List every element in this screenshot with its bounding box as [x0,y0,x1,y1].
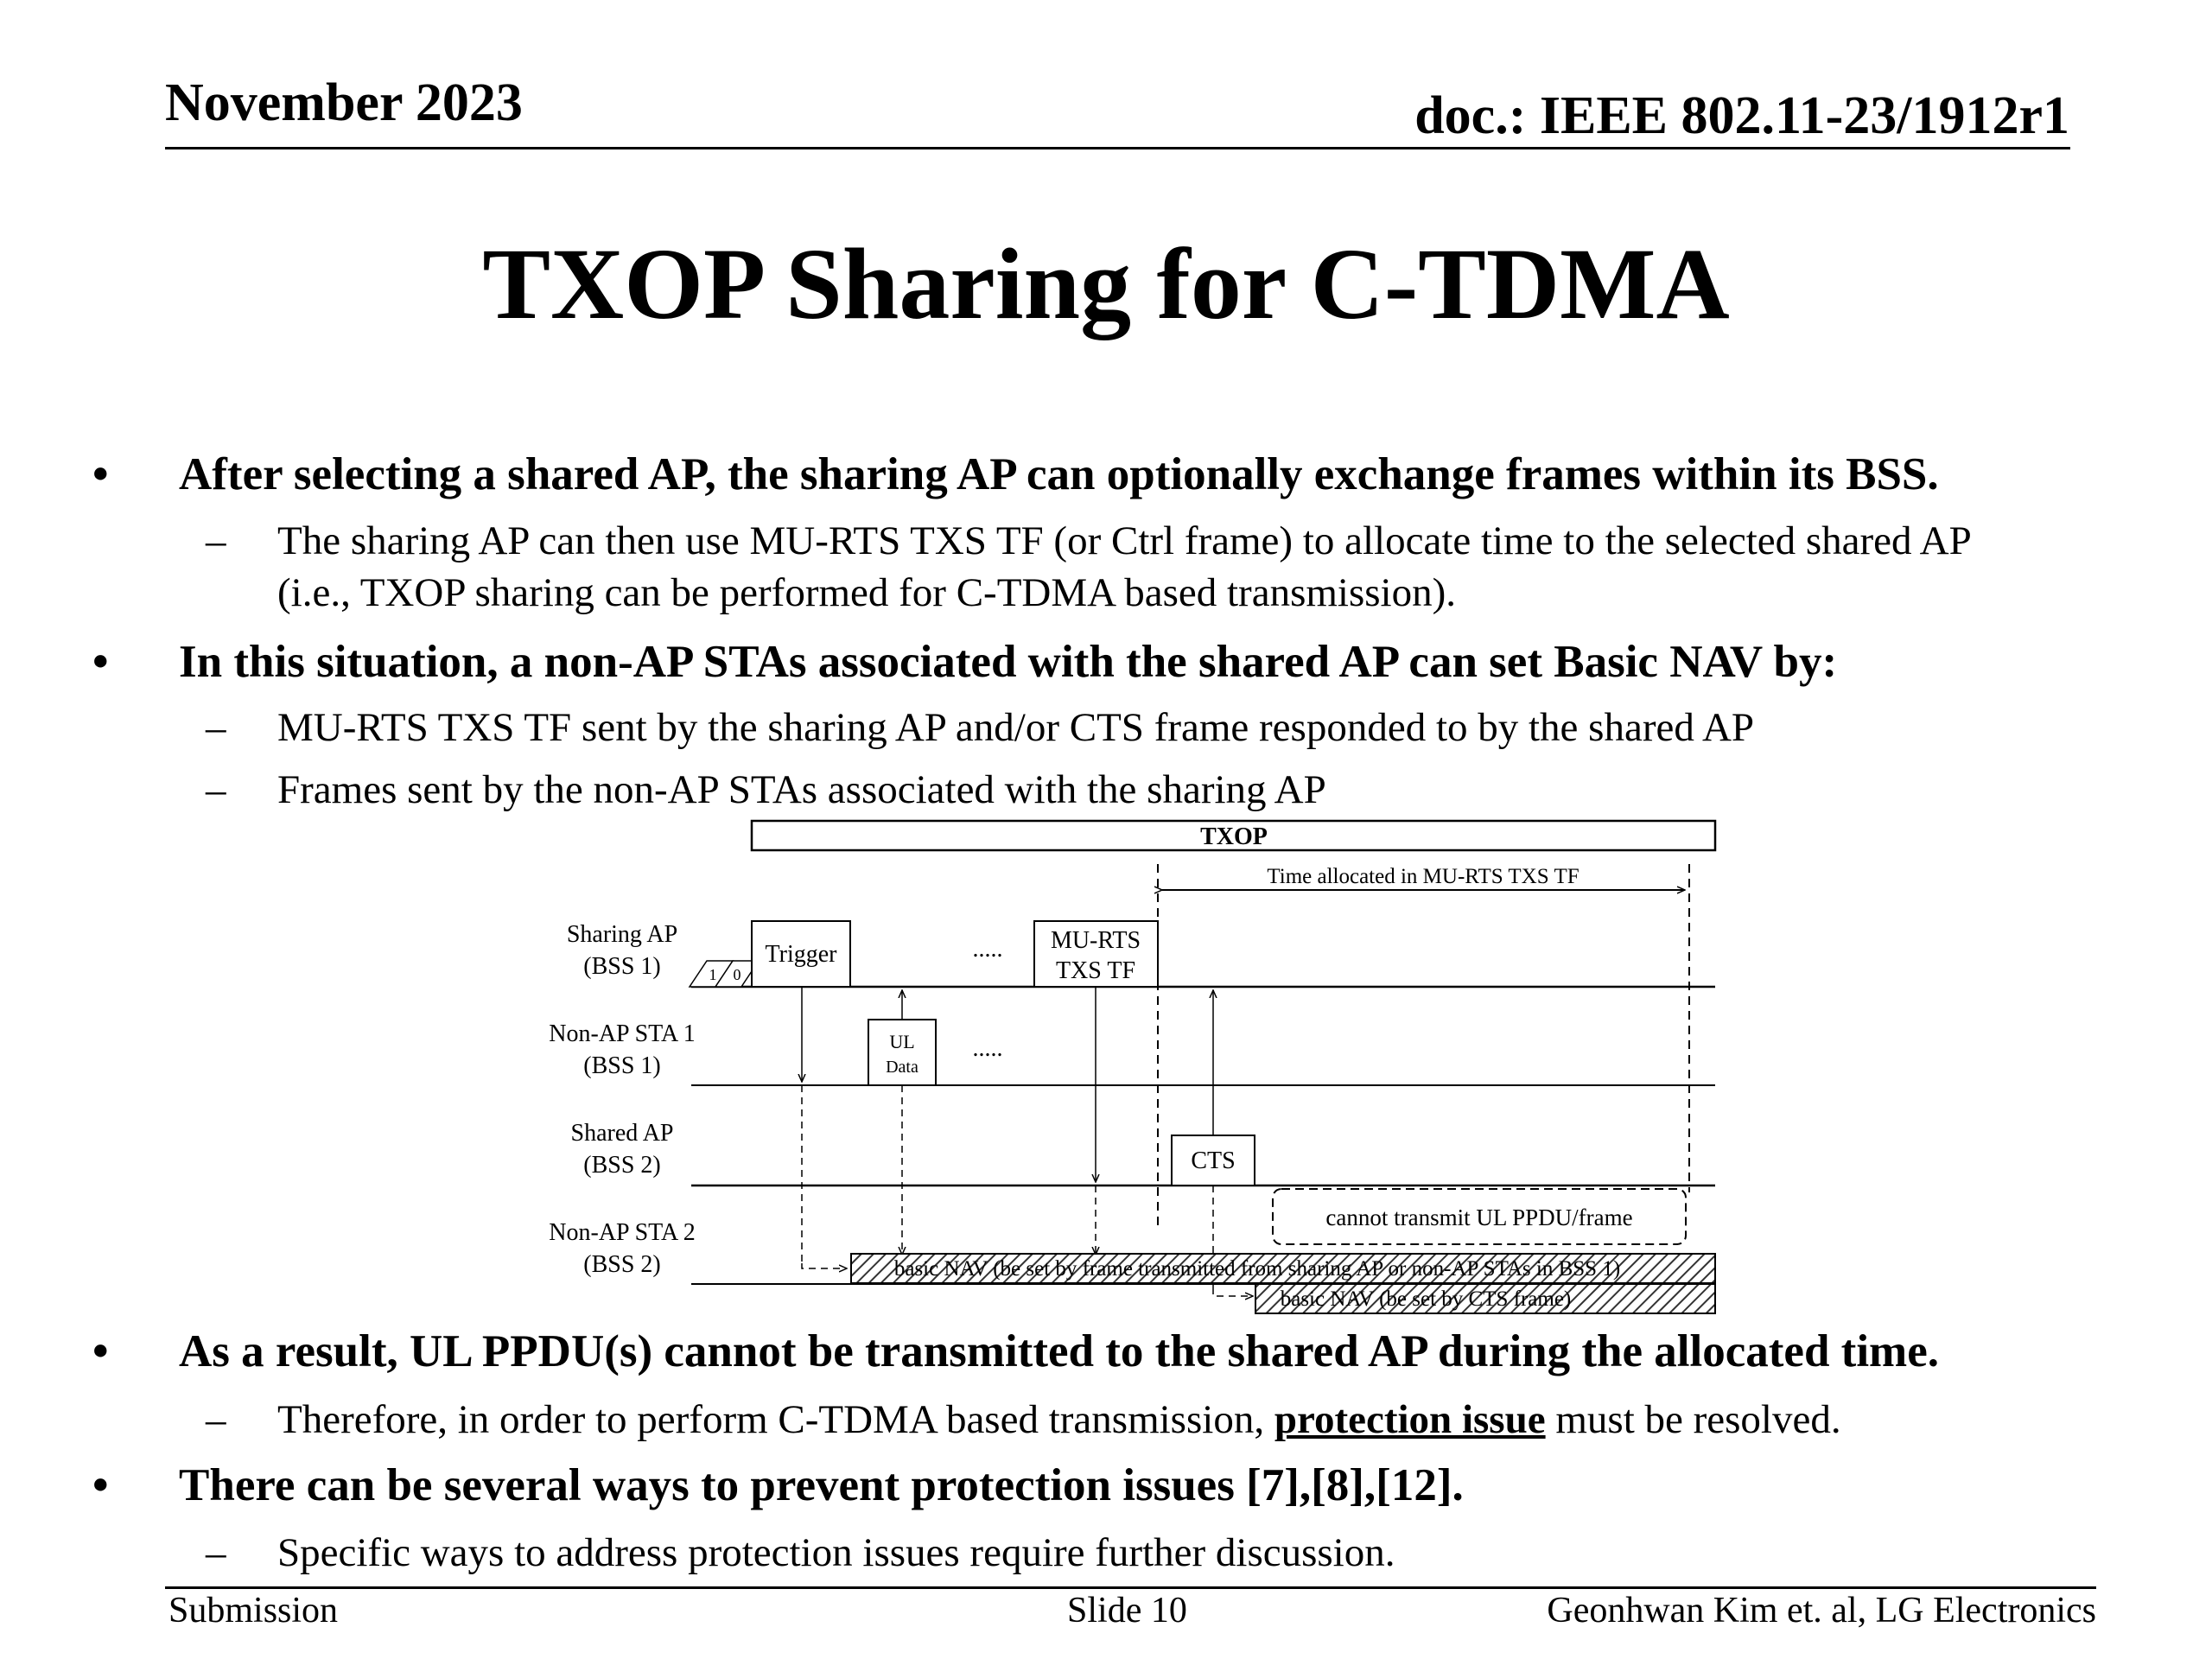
bullet-dot: • [92,1460,109,1510]
row-label-sta2-bss: (BSS 2) [583,1251,661,1278]
protection-issue-emphasis: protection issue [1274,1397,1546,1442]
sub-dash: – [206,1397,226,1442]
txop-label: TXOP [1200,823,1268,850]
backoff-slot-1-label: 1 [709,966,717,983]
trigger-label: Trigger [765,941,837,968]
footer-divider [165,1586,2096,1589]
arrow-cts-to-nav2 [1213,1287,1253,1296]
basic-nav-label-1: basic NAV (be set by frame transmitted from sharing AP or non-AP STAs in BSS 1) [893,1257,1621,1281]
basic-nav-label-2: basic NAV (be set by CTS frame) [1280,1287,1572,1311]
sub-1-2-text: (i.e., TXOP sharing can be performed for C-TDMA based transmission). [277,570,1457,615]
bullet-dot: • [92,1326,109,1376]
footer-submission: Submission [168,1591,339,1630]
sub-4-1-text: Specific ways to address protection issues require further discussion. [277,1530,1395,1575]
cts-label: CTS [1191,1147,1236,1174]
row-label-sharing-ap: Sharing AP [566,921,678,948]
header-doc-id: doc.: IEEE 802.11-23/1912r1 [1414,86,2069,145]
arrow-trigger-to-nav [802,1263,847,1268]
row-label-sta1: Non-AP STA 1 [549,1020,696,1047]
row-label-sta1-bss: (BSS 1) [583,1052,661,1079]
murts-label-1: MU-RTS [1050,927,1141,954]
ellipsis-sta1: ..... [972,1035,1003,1062]
sub-dash: – [206,767,226,812]
bullet-dot: • [92,449,109,499]
txop-sharing-diagram [518,812,1745,1322]
row-label-shared-ap-bss: (BSS 2) [583,1152,661,1179]
header-divider [165,147,2070,149]
sub-2-2-text: Frames sent by the non-AP STAs associated with the sharing AP [277,767,1326,812]
ellipsis-sharing-ap: ..... [972,936,1003,963]
footer-slide-number: Slide 10 [1067,1591,1187,1630]
sub-2-1-text: MU-RTS TXS TF sent by the sharing AP and/or CTS frame responded to by the shared AP [277,705,1755,750]
sub-3-1-post: must be resolved. [1545,1397,1841,1442]
ul-data-label-1: UL [889,1031,915,1052]
sub-3-1-pre: Therefore, in order to perform C-TDMA based transmission, [277,1397,1274,1442]
ul-data-label-2: Data [886,1058,918,1077]
sub-1-1-text: The sharing AP can then use MU-RTS TXS TF (or Ctrl frame) to allocate time to the selected shared AP [277,518,1972,563]
sub-dash: – [206,705,226,750]
cannot-transmit-label: cannot transmit UL PPDU/frame [1325,1205,1633,1230]
header-date: November 2023 [165,73,523,132]
bullet-3-text: As a result, UL PPDU(s) cannot be transmitted to the shared AP during the allocated time. [179,1326,1939,1376]
murts-label-2: TXS TF [1055,957,1136,984]
footer-author: Geonhwan Kim et. al, LG Electronics [1547,1591,2096,1630]
bullet-1-text: After selecting a shared AP, the sharing AP can optionally exchange frames within its BSS. [179,449,1939,499]
bullet-2-text: In this situation, a non-AP STAs associated with the shared AP can set Basic NAV by: [179,637,1838,687]
time-allocated-label: Time allocated in MU-RTS TXS TF [1267,865,1580,888]
sub-dash: – [206,518,226,563]
backoff-slot-0-label: 0 [733,966,741,983]
slide-title: TXOP Sharing for C-TDMA [482,227,1730,340]
bullet-4-text: There can be several ways to prevent protection issues [7],[8],[12]. [179,1460,1464,1510]
sub-3-1-text [277,1394,1841,1446]
row-label-shared-ap: Shared AP [570,1120,674,1147]
row-label-sharing-ap-bss: (BSS 1) [583,953,661,980]
sub-dash: – [206,1530,226,1575]
row-label-sta2: Non-AP STA 2 [549,1219,696,1246]
bullet-dot: • [92,637,109,687]
